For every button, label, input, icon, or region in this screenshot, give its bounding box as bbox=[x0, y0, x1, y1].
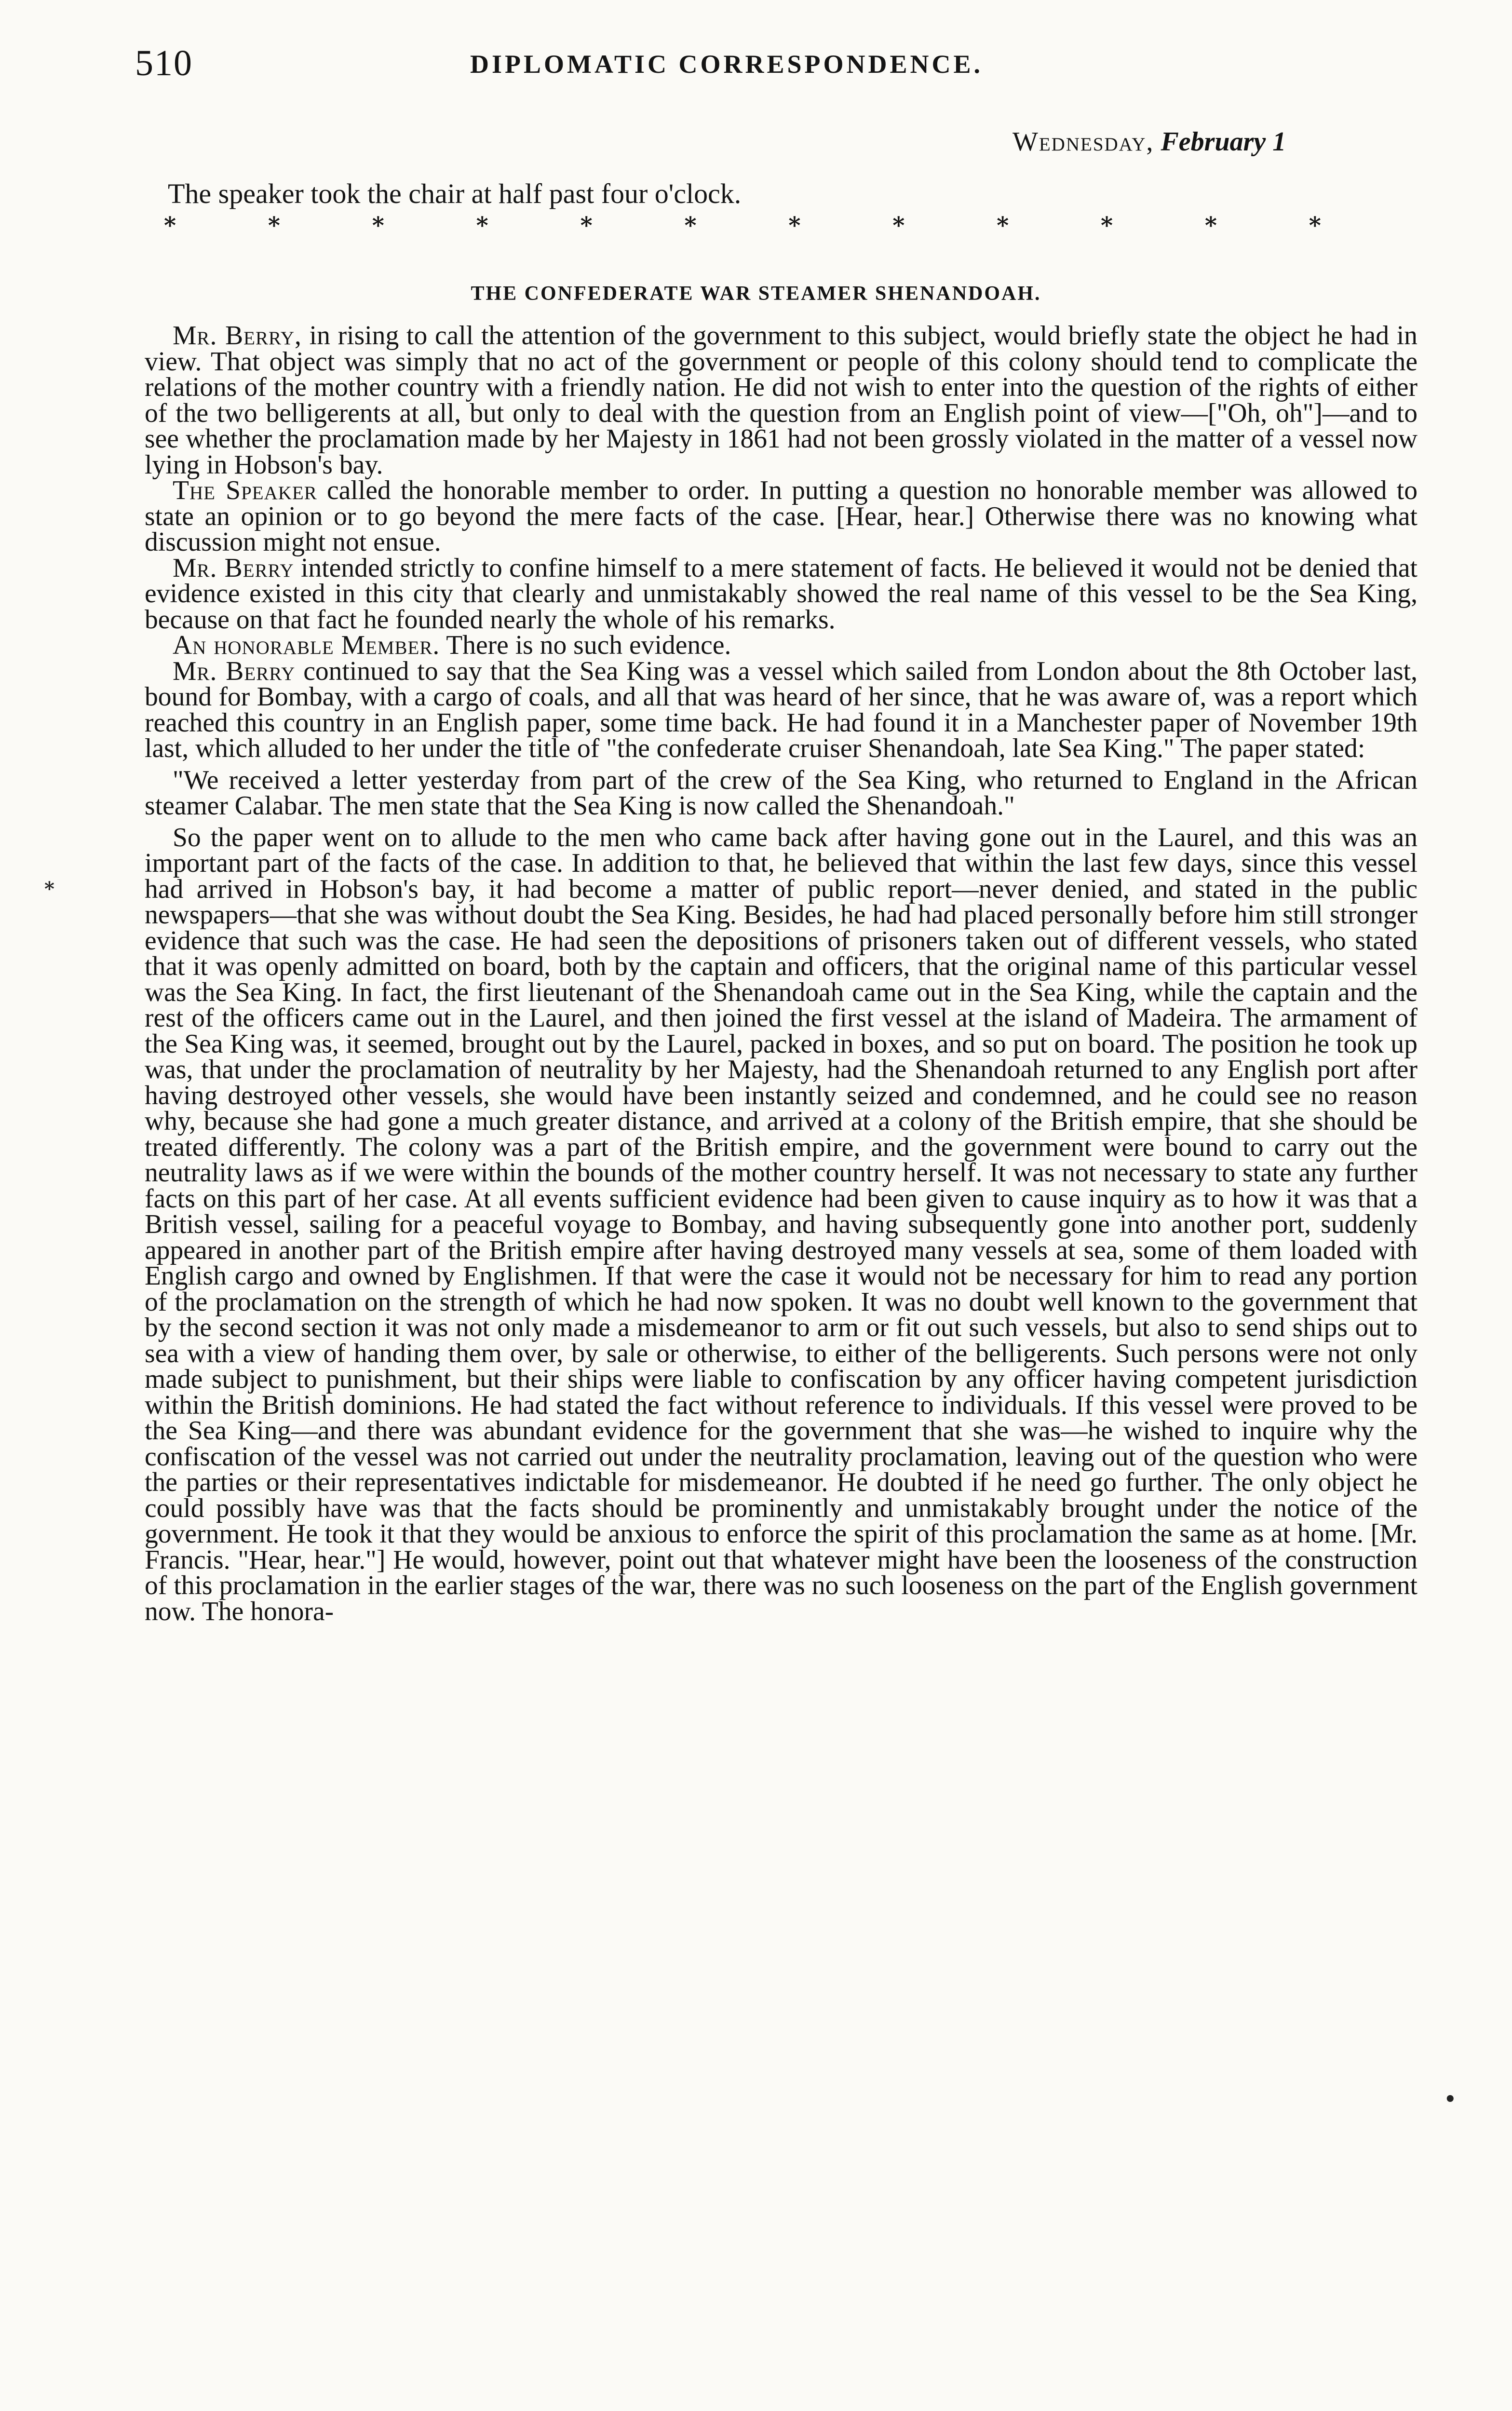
speaker-name: The Speaker bbox=[173, 475, 317, 505]
paragraph bbox=[145, 475, 1418, 557]
margin-mark-right: • bbox=[1444, 2088, 1457, 2111]
paragraph-text: intended strictly to confine himself to a mere statement of facts. He believed it would not be denied that evidence existed in this city that clearly and unmistakably showed the real name of this vessel to be the Sea King, because on that fact he founded nearly the whole of his remarks. bbox=[145, 553, 1418, 635]
opening-line: The speaker took the chair at half past four o'clock. bbox=[168, 178, 742, 209]
section-title: THE CONFEDERATE WAR STEAMER SHENANDOAH. bbox=[471, 283, 1041, 305]
asterism-star: * bbox=[788, 212, 801, 239]
paragraph-text: continued to say that the Sea King was a vessel which sailed from London about the 8th October last, bound for Bombay, with a cargo of coals, and all that was heard of her since, that he was aware of, was a report which reached this country in an English paper, some time back. He had found it in a Manchester paper of November 19th last, which alluded to her under the title of "the confederate cruiser Shenandoah, late Sea King." The paper stated: bbox=[145, 656, 1418, 763]
paragraph bbox=[145, 822, 1418, 1626]
asterism-row bbox=[164, 212, 1321, 239]
paragraph bbox=[145, 323, 1418, 478]
asterism-star: * bbox=[580, 212, 593, 239]
paragraph-text: There is no such evidence. bbox=[440, 630, 731, 660]
dateline bbox=[1012, 126, 1286, 157]
asterism-star: * bbox=[892, 212, 905, 239]
speaker-name: Mr. Berry, bbox=[173, 321, 302, 351]
asterism-star: * bbox=[476, 212, 488, 239]
quoted-paragraph bbox=[145, 765, 1418, 821]
asterism-star: * bbox=[684, 212, 697, 239]
paragraph-text: called the honorable member to order. In putting a question no honorable member was allowed to state an opinion or to go beyond the mere facts of the case. [Hear, hear.] Otherwise there was no knowing what discussion might not ensue. bbox=[145, 475, 1418, 557]
speaker-name: Mr. Berry bbox=[173, 553, 294, 583]
asterism-star: * bbox=[268, 212, 280, 239]
article-body bbox=[145, 323, 1418, 1625]
margin-mark-left: * bbox=[44, 878, 54, 900]
asterism-star: * bbox=[1309, 212, 1321, 239]
page-number: 510 bbox=[135, 43, 193, 83]
dateline-day: Wednesday, bbox=[1012, 127, 1154, 157]
speaker-name: An honorable Member. bbox=[173, 630, 440, 660]
paragraph bbox=[145, 555, 1418, 633]
paragraph-text: in rising to call the attention of the government to this subject, would briefly state the object he had in view. That object was simply that no act of the government or people of this colony should tend to complicate the relations of the mother country with a friendly nation. He did not wish to enter into the question of the rights of either of the two belligerents at all, but only to deal with the question from an English point of view—["Oh, oh"]—and to see whether the proclamation made by her Majesty in 1861 had not been grossly violated in the matter of a vessel now lying in Hobson's bay. bbox=[145, 321, 1418, 480]
running-head: DIPLOMATIC CORRESPONDENCE. bbox=[470, 50, 984, 79]
paragraph-text: "We received a letter yesterday from part of the crew of the Sea King, who returned to England in the African steamer Calabar. The men state that the Sea King is now called the Shenandoah." bbox=[145, 765, 1418, 821]
dateline-date: February 1 bbox=[1161, 127, 1286, 157]
asterism-star: * bbox=[164, 212, 176, 239]
asterism-star: * bbox=[372, 212, 384, 239]
paragraph-text: So the paper went on to allude to the men who came back after having gone out in the Laurel, and this was an important part of the facts of the case. In addition to that, he believed that within the last few days, since this vessel had arrived in Hobson's bay, it had become a matter of public report—never denied, and stated in the public newspapers—that she was without doubt the Sea King. Besides, he had had placed personally before him still stronger evidence that such was the case. He had seen the depositions of prisoners taken out of different vessels, who stated that it was openly admitted on board, both by the captain and officers, that the original name of this particular vessel was the Sea King. In fact, the first lieutenant of the Shenandoah came out in the Sea King, while the captain and the rest of the officers came out in the Laurel, and then joined the first vessel at the island of Madeira. The armament of the Sea King was, it seemed, brought out by the Laurel, packed in boxes, and so put on board. The position he took up was, that under the proclamation of neutrality by her Majesty, had the Shenandoah returned to any English port after having destroyed other vessels, she would have been instantly seized and condemned, and he could see no reason why, because she had gone a much greater distance, and arrived at a colony of the British empire, that she should be treated differently. The colony was a part of the British empire, and the government were bound to carry out the neutrality laws as if we were within the bounds of the mother country herself. It was not necessary to state any further facts on this part of her case. At all events sufficient evidence had been given to cause inquiry as to how it was that a British vessel, sailing for a peaceful voyage to Bombay, and having subsequently gone into another port, suddenly appeared in another part of the British empire after having destroyed many vessels at sea, some of them loaded with English cargo and owned by Englishmen. If that were the case it would not be necessary for him to read any portion of the proclamation on the strength of which he had now spoken. It was no doubt well known to the government that by the second section it was not only made a misdemeanor to arm or fit out such vessels, but also to send ships out to sea with a view of handing them over, by sale or otherwise, to either of the belligerents. Such persons were not only made subject to punishment, but their ships were liable to confiscation by any officer having competent jurisdiction within the British dominions. He had stated the fact without reference to individuals. If this vessel were proved to be the Sea King—and there was abundant evidence for the government that she was—he wished to inquire why the confiscation of the vessel was not carried out under the neutrality proclamation, leaving out of the question who were the parties or their representatives indictable for misdemeanor. He doubted if he need go further. The only object he could possibly have was that the facts should be prominently and unmistakably brought under the notice of the government. He took it that they would be anxious to enforce the spirit of this proclamation the same as at home. [Mr. Francis. "Hear, hear."] He would, however, point out that whatever might have been the looseness of the construction of this proclamation in the earlier stages of the war, there was no such looseness on the part of the English government now. The honora- bbox=[145, 822, 1418, 1626]
asterism-star: * bbox=[997, 212, 1009, 239]
speaker-name: Mr. Berry bbox=[173, 656, 296, 686]
asterism-star: * bbox=[1101, 212, 1113, 239]
asterism-star: * bbox=[1204, 212, 1217, 239]
paragraph bbox=[145, 656, 1418, 763]
paragraph bbox=[145, 630, 1418, 660]
